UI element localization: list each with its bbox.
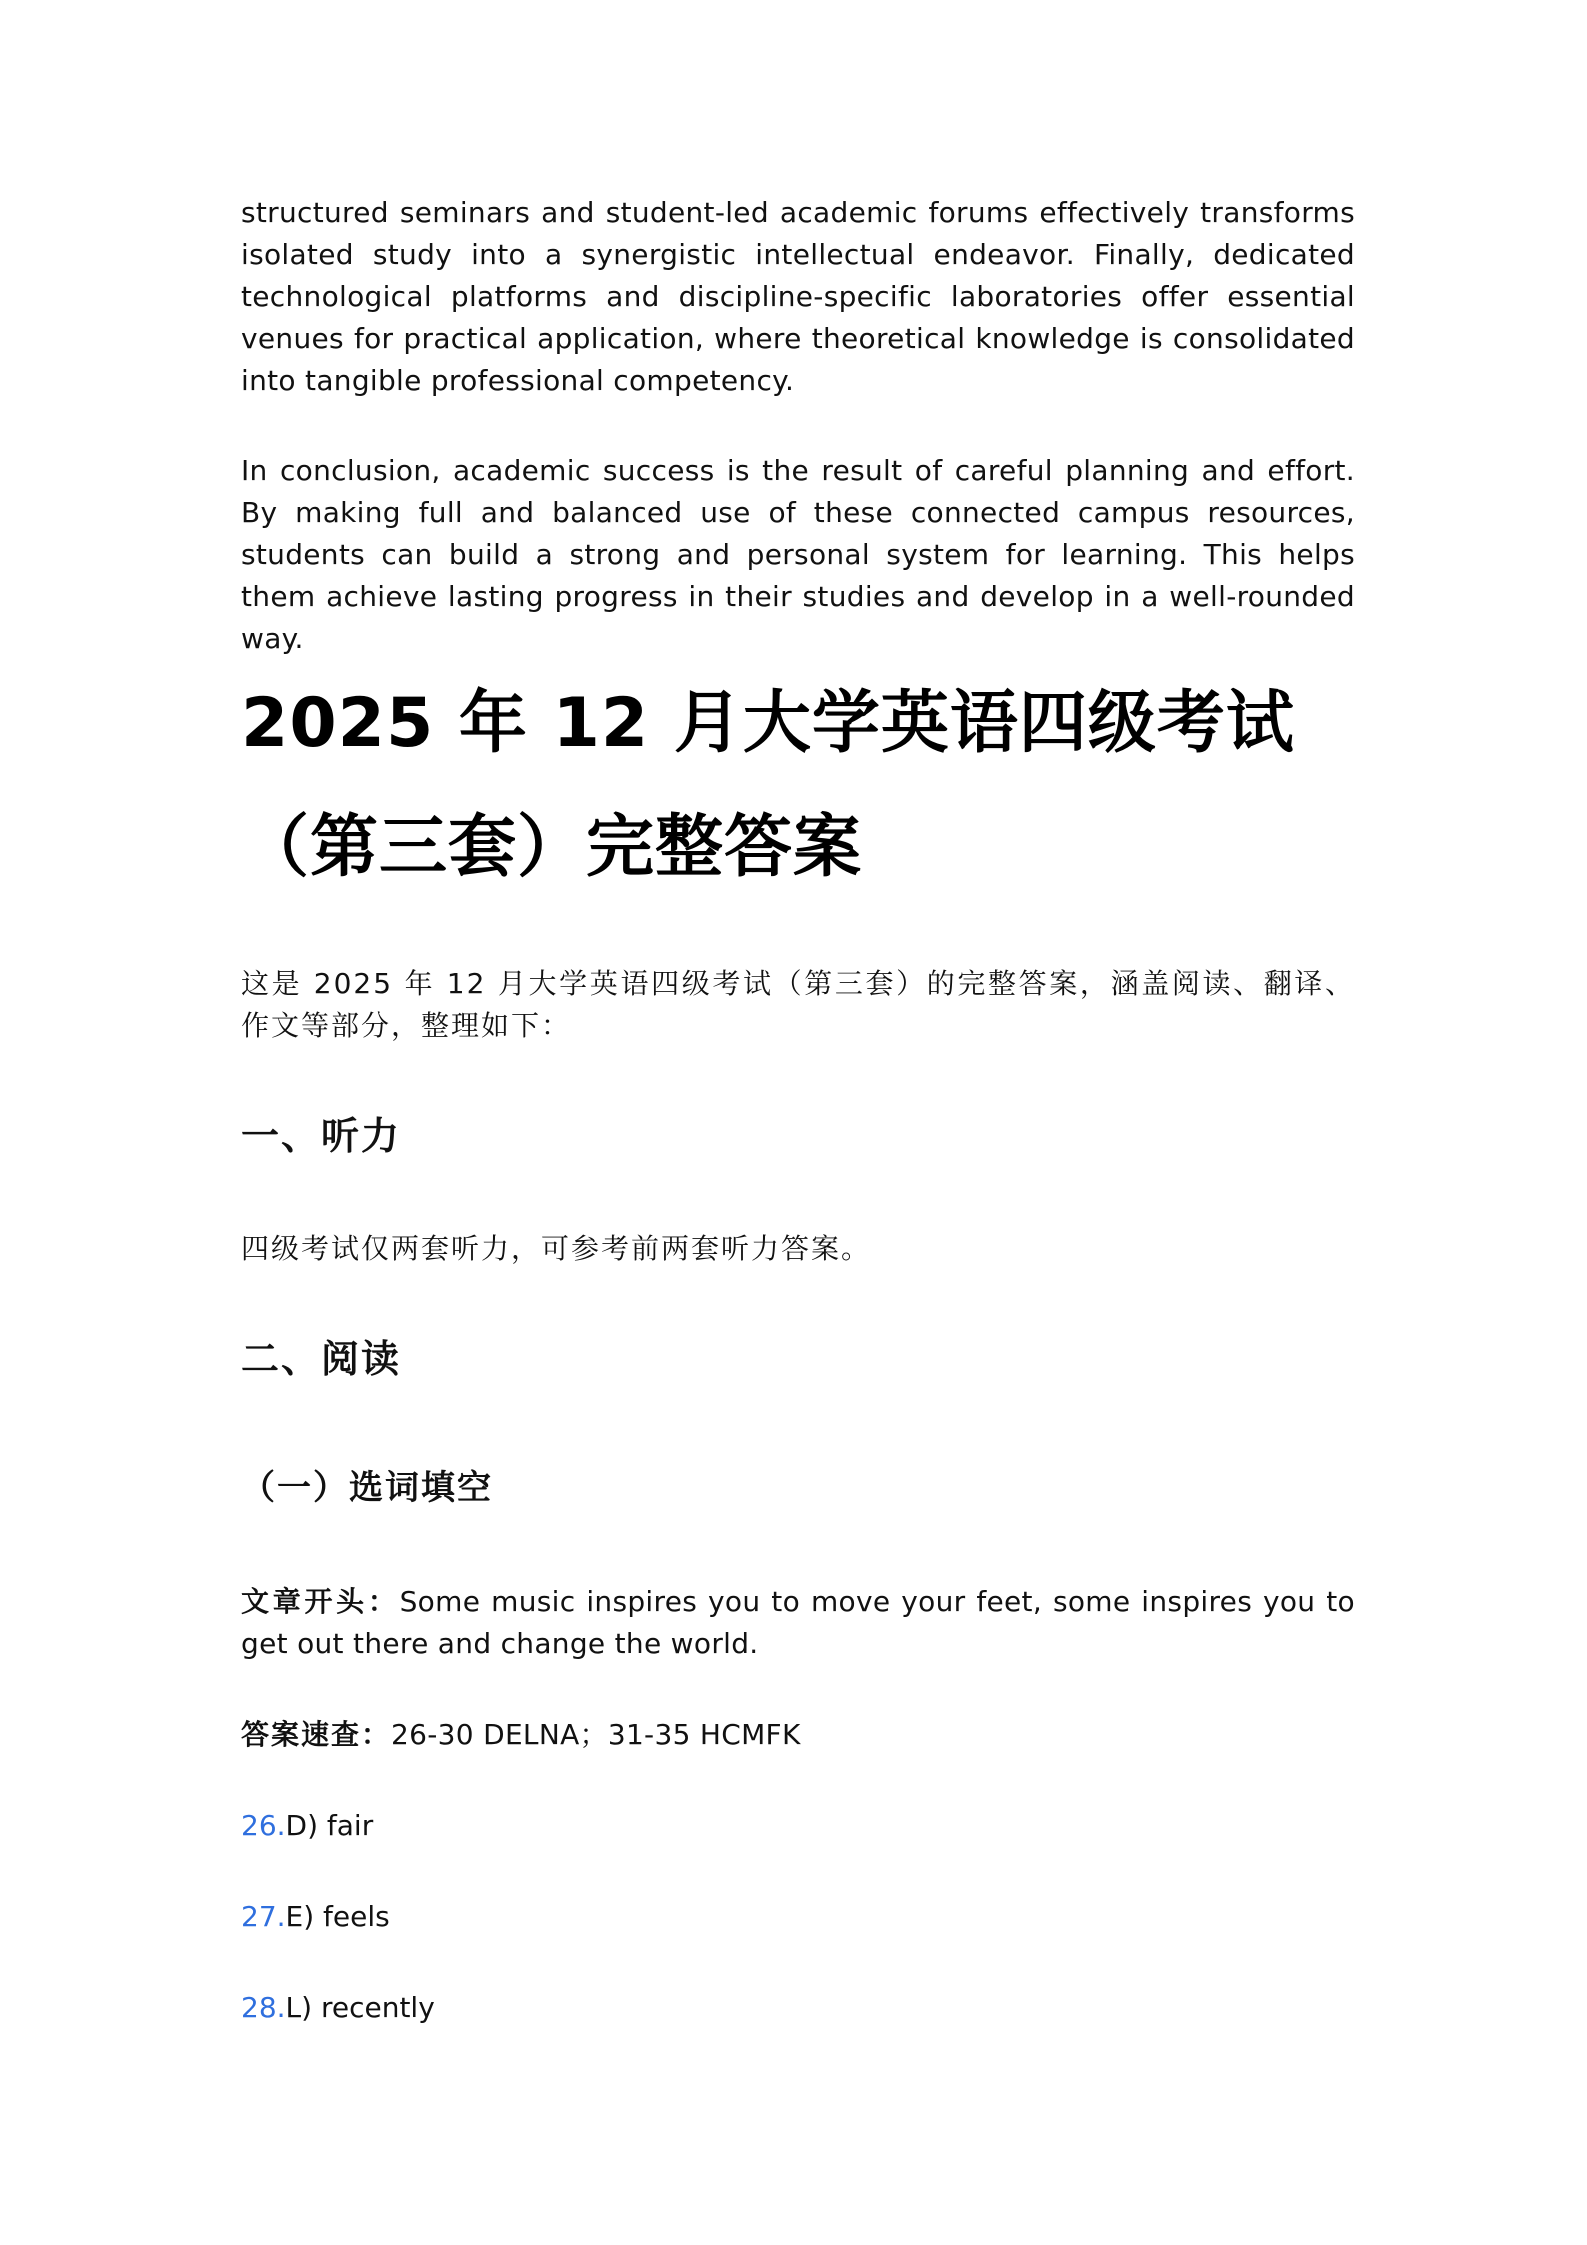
question-number[interactable]: 28. xyxy=(241,1991,286,2024)
body-paragraph: structured seminars and student-led academic forums effectively transforms isolated study into a synergistic intellectual endeavor. Finally, dedicated technological platforms and discipline-specific laboratories offer essential venues for practical application, where theoretical knowledge is consolidated into tangible professional competency. xyxy=(241,196,1355,397)
article-opening-text: Some music inspires you to move your feet, some inspires you to get out there and change the world. xyxy=(241,1585,1355,1660)
answer-quick-check-text: 26-30 DELNA；31-35 HCMFK xyxy=(391,1718,801,1751)
answer-text: D) fair xyxy=(285,1809,374,1842)
answer-text: L) recently xyxy=(285,1991,435,2024)
article-opening-label: 文章开头： xyxy=(241,1585,400,1618)
conclusion-paragraph: In conclusion, academic success is the result of careful planning and effort. By making full and balanced use of these connected campus resources, students can build a strong and personal system for learning. This helps them achieve lasting progress in their studies and develop in a well-rounded way. xyxy=(241,454,1355,655)
question-number[interactable]: 27. xyxy=(241,1900,286,1933)
listening-note: 四级考试仅两套听力，可参考前两套听力答案。 xyxy=(241,1232,872,1265)
question-number[interactable]: 26. xyxy=(241,1809,286,1842)
subsection-heading-word-fill: （一）选词填空 xyxy=(241,1468,493,1508)
answer-item xyxy=(241,1987,435,2029)
section-heading-listening: 一、听力 xyxy=(241,1114,402,1158)
article-opening xyxy=(241,1581,1355,1665)
answer-item xyxy=(241,1896,390,1938)
intro-paragraph: 这是 2025 年 12 月大学英语四级考试（第三套）的完整答案，涵盖阅读、翻译、作文等部分，整理如下： xyxy=(241,967,1355,1042)
page-title: 2025 年 12 月大学英语四级考试（第三套）完整答案 xyxy=(241,684,1295,887)
answer-text: E) feels xyxy=(285,1900,390,1933)
section-heading-reading: 二、阅读 xyxy=(241,1337,402,1381)
answer-quick-check-label: 答案速查： xyxy=(241,1718,392,1751)
answer-item xyxy=(241,1805,373,1847)
answer-quick-check xyxy=(241,1714,1355,1756)
